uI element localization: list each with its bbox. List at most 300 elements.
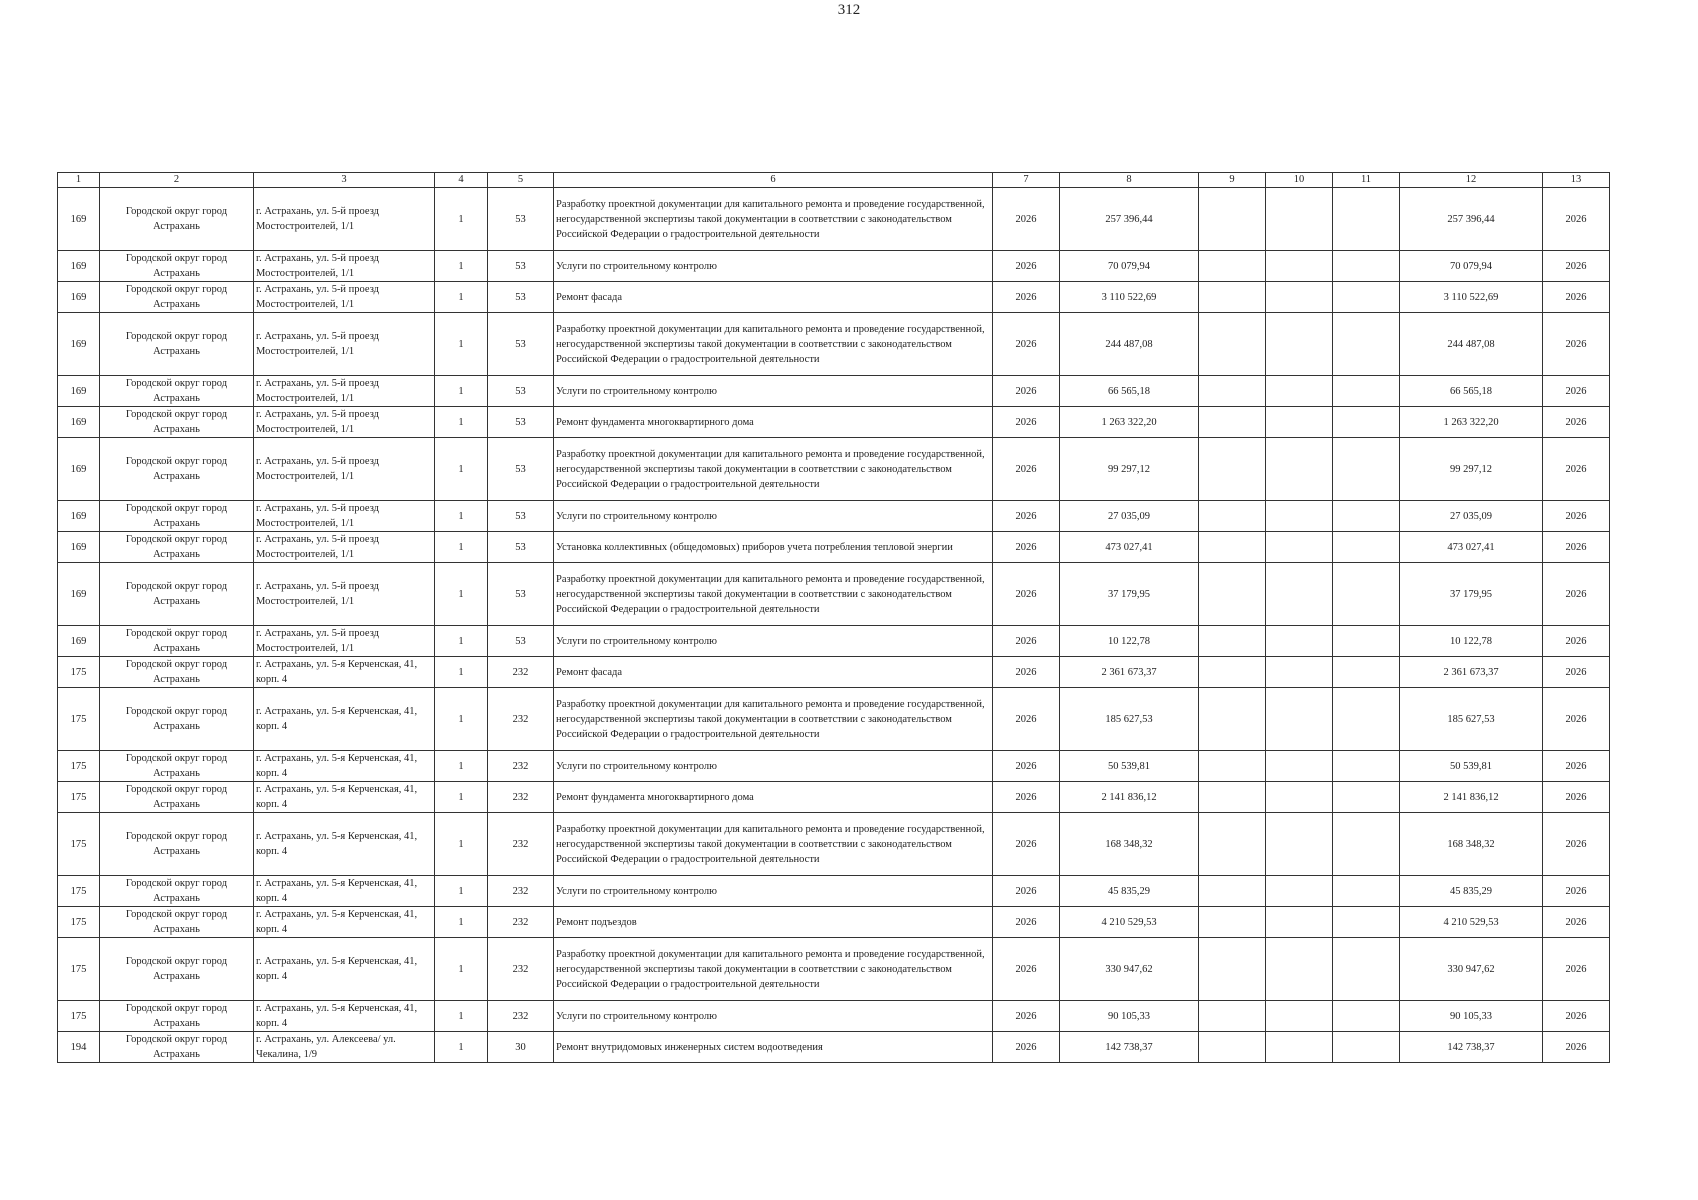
cell-year: 2026: [993, 313, 1060, 376]
cell-work-type: Ремонт фасада: [554, 282, 993, 313]
cell-address: г. Астрахань, ул. 5-й проезд Мостостроителей, 1/1: [254, 438, 435, 501]
cell-col9: [1199, 376, 1266, 407]
cell-year: 2026: [993, 782, 1060, 813]
cell-number: 175: [58, 813, 100, 876]
cell-municipality: Городской округ город Астрахань: [100, 532, 254, 563]
cell-work-type: Разработку проектной документации для капитального ремонта и проведение государственной, негосударственной экспертизы такой документации в соответствии с законодательством Российской Федерации о градостроительной деятельности: [554, 688, 993, 751]
cell-work-type: Услуги по строительному контролю: [554, 876, 993, 907]
cell-municipality: Городской округ город Астрахань: [100, 751, 254, 782]
cell-col10: [1266, 751, 1333, 782]
cell-number: 169: [58, 251, 100, 282]
cell-col5: 53: [488, 251, 554, 282]
cell-cost: 168 348,32: [1060, 813, 1199, 876]
cell-year-end: 2026: [1543, 938, 1610, 1001]
cell-work-type: Разработку проектной документации для капитального ремонта и проведение государственной, негосударственной экспертизы такой документации в соответствии с законодательством Российской Федерации о градостроительной деятельности: [554, 938, 993, 1001]
cell-col4: 1: [435, 188, 488, 251]
cell-work-type: Услуги по строительному контролю: [554, 376, 993, 407]
cell-cost-total: 3 110 522,69: [1400, 282, 1543, 313]
table-row: [58, 876, 1610, 907]
cell-col10: [1266, 501, 1333, 532]
cell-address: г. Астрахань, ул. 5-я Керченская, 41, корп. 4: [254, 688, 435, 751]
cell-col11: [1333, 657, 1400, 688]
cell-col4: 1: [435, 407, 488, 438]
cell-col5: 232: [488, 751, 554, 782]
cell-work-type: Услуги по строительному контролю: [554, 501, 993, 532]
cell-col4: 1: [435, 907, 488, 938]
cell-year: 2026: [993, 1001, 1060, 1032]
cell-col11: [1333, 938, 1400, 1001]
cell-number: 175: [58, 688, 100, 751]
cell-municipality: Городской округ город Астрахань: [100, 313, 254, 376]
cell-col5: 53: [488, 532, 554, 563]
cell-address: г. Астрахань, ул. 5-й проезд Мостостроителей, 1/1: [254, 563, 435, 626]
table-row: [58, 1032, 1610, 1063]
cell-cost-total: 50 539,81: [1400, 751, 1543, 782]
table-row: [58, 751, 1610, 782]
cell-year: 2026: [993, 876, 1060, 907]
cell-col4: 1: [435, 813, 488, 876]
table-row: [58, 532, 1610, 563]
cell-year: 2026: [993, 626, 1060, 657]
cell-col5: 232: [488, 813, 554, 876]
cell-col9: [1199, 813, 1266, 876]
cell-cost: 3 110 522,69: [1060, 282, 1199, 313]
cell-year-end: 2026: [1543, 251, 1610, 282]
cell-cost: 4 210 529,53: [1060, 907, 1199, 938]
cell-cost-total: 330 947,62: [1400, 938, 1543, 1001]
cell-municipality: Городской округ город Астрахань: [100, 376, 254, 407]
cell-col5: 232: [488, 1001, 554, 1032]
cell-municipality: Городской округ город Астрахань: [100, 813, 254, 876]
cell-col11: [1333, 251, 1400, 282]
cell-col4: 1: [435, 1001, 488, 1032]
cell-municipality: Городской округ город Астрахань: [100, 626, 254, 657]
cell-number: 175: [58, 876, 100, 907]
table-row: [58, 188, 1610, 251]
cell-col10: [1266, 657, 1333, 688]
header-col-8: 8: [1060, 173, 1199, 188]
table-row: [58, 251, 1610, 282]
cell-address: г. Астрахань, ул. 5-й проезд Мостостроителей, 1/1: [254, 626, 435, 657]
cell-col5: 53: [488, 626, 554, 657]
cell-year: 2026: [993, 532, 1060, 563]
cell-address: г. Астрахань, ул. 5-я Керченская, 41, корп. 4: [254, 876, 435, 907]
cell-col4: 1: [435, 688, 488, 751]
cell-col5: 53: [488, 501, 554, 532]
cell-work-type: Услуги по строительному контролю: [554, 751, 993, 782]
cell-cost-total: 27 035,09: [1400, 501, 1543, 532]
cell-col4: 1: [435, 376, 488, 407]
cell-col5: 53: [488, 376, 554, 407]
cell-cost: 99 297,12: [1060, 438, 1199, 501]
cell-cost: 27 035,09: [1060, 501, 1199, 532]
cell-col10: [1266, 376, 1333, 407]
cell-col11: [1333, 813, 1400, 876]
header-col-13: 13: [1543, 173, 1610, 188]
cell-col11: [1333, 188, 1400, 251]
cell-col9: [1199, 1001, 1266, 1032]
cell-col9: [1199, 532, 1266, 563]
cell-number: 169: [58, 313, 100, 376]
cell-col5: 53: [488, 438, 554, 501]
cell-address: г. Астрахань, ул. 5-я Керченская, 41, корп. 4: [254, 657, 435, 688]
cell-year: 2026: [993, 376, 1060, 407]
cell-address: г. Астрахань, ул. 5-я Керченская, 41, корп. 4: [254, 751, 435, 782]
cell-col4: 1: [435, 1032, 488, 1063]
cell-cost: 37 179,95: [1060, 563, 1199, 626]
cell-col10: [1266, 532, 1333, 563]
cell-col9: [1199, 688, 1266, 751]
cell-col11: [1333, 501, 1400, 532]
cell-address: г. Астрахань, ул. 5-я Керченская, 41, корп. 4: [254, 782, 435, 813]
cell-cost: 1 263 322,20: [1060, 407, 1199, 438]
cell-cost-total: 473 027,41: [1400, 532, 1543, 563]
cell-cost-total: 168 348,32: [1400, 813, 1543, 876]
cell-municipality: Городской округ город Астрахань: [100, 407, 254, 438]
cell-col4: 1: [435, 313, 488, 376]
header-col-10: 10: [1266, 173, 1333, 188]
cell-col10: [1266, 876, 1333, 907]
cell-year: 2026: [993, 501, 1060, 532]
cell-col9: [1199, 938, 1266, 1001]
cell-col4: 1: [435, 782, 488, 813]
cell-col10: [1266, 688, 1333, 751]
cell-municipality: Городской округ город Астрахань: [100, 563, 254, 626]
cell-year-end: 2026: [1543, 563, 1610, 626]
cell-col10: [1266, 782, 1333, 813]
cell-cost-total: 2 361 673,37: [1400, 657, 1543, 688]
cell-number: 169: [58, 282, 100, 313]
table-row: [58, 282, 1610, 313]
table-row: [58, 1001, 1610, 1032]
cell-work-type: Ремонт внутридомовых инженерных систем водоотведения: [554, 1032, 993, 1063]
cell-cost: 2 361 673,37: [1060, 657, 1199, 688]
table-row: [58, 626, 1610, 657]
cell-col10: [1266, 563, 1333, 626]
cell-year-end: 2026: [1543, 1001, 1610, 1032]
cell-col9: [1199, 188, 1266, 251]
cell-col9: [1199, 751, 1266, 782]
cell-col11: [1333, 532, 1400, 563]
cell-year: 2026: [993, 251, 1060, 282]
cell-cost: 45 835,29: [1060, 876, 1199, 907]
cell-address: г. Астрахань, ул. 5-я Керченская, 41, корп. 4: [254, 907, 435, 938]
cell-work-type: Разработку проектной документации для капитального ремонта и проведение государственной, негосударственной экспертизы такой документации в соответствии с законодательством Российской Федерации о градостроительной деятельности: [554, 813, 993, 876]
cell-address: г. Астрахань, ул. 5-й проезд Мостостроителей, 1/1: [254, 251, 435, 282]
cell-work-type: Ремонт фасада: [554, 657, 993, 688]
cell-col11: [1333, 1032, 1400, 1063]
cell-year: 2026: [993, 438, 1060, 501]
cell-year-end: 2026: [1543, 376, 1610, 407]
cell-work-type: Услуги по строительному контролю: [554, 1001, 993, 1032]
cell-municipality: Городской округ город Астрахань: [100, 657, 254, 688]
cell-col4: 1: [435, 532, 488, 563]
cell-address: г. Астрахань, ул. 5-я Керченская, 41, корп. 4: [254, 1001, 435, 1032]
cell-col4: 1: [435, 626, 488, 657]
header-col-4: 4: [435, 173, 488, 188]
cell-col11: [1333, 782, 1400, 813]
cell-year: 2026: [993, 751, 1060, 782]
cell-cost: 330 947,62: [1060, 938, 1199, 1001]
table-row: [58, 376, 1610, 407]
cell-col11: [1333, 376, 1400, 407]
cell-col11: [1333, 876, 1400, 907]
cell-cost-total: 257 396,44: [1400, 188, 1543, 251]
header-col-7: 7: [993, 173, 1060, 188]
cell-number: 194: [58, 1032, 100, 1063]
cell-cost: 50 539,81: [1060, 751, 1199, 782]
cell-col11: [1333, 688, 1400, 751]
cell-year-end: 2026: [1543, 751, 1610, 782]
table-row: [58, 688, 1610, 751]
cell-year: 2026: [993, 907, 1060, 938]
cell-number: 169: [58, 501, 100, 532]
cell-municipality: Городской округ город Астрахань: [100, 251, 254, 282]
cell-address: г. Астрахань, ул. 5-й проезд Мостостроителей, 1/1: [254, 282, 435, 313]
cell-col10: [1266, 407, 1333, 438]
cell-cost: 2 141 836,12: [1060, 782, 1199, 813]
cell-work-type: Установка коллективных (общедомовых) приборов учета потребления тепловой энергии: [554, 532, 993, 563]
table-row: [58, 782, 1610, 813]
cell-col5: 232: [488, 657, 554, 688]
cell-address: г. Астрахань, ул. 5-й проезд Мостостроителей, 1/1: [254, 313, 435, 376]
cell-col9: [1199, 1032, 1266, 1063]
cell-col9: [1199, 876, 1266, 907]
cell-col10: [1266, 1001, 1333, 1032]
table-row: [58, 657, 1610, 688]
cell-year-end: 2026: [1543, 532, 1610, 563]
table-row: [58, 938, 1610, 1001]
cell-cost: 473 027,41: [1060, 532, 1199, 563]
cell-cost-total: 185 627,53: [1400, 688, 1543, 751]
cell-cost-total: 4 210 529,53: [1400, 907, 1543, 938]
cell-col10: [1266, 907, 1333, 938]
cell-cost: 10 122,78: [1060, 626, 1199, 657]
cell-municipality: Городской округ город Астрахань: [100, 907, 254, 938]
cell-col4: 1: [435, 751, 488, 782]
cell-col4: 1: [435, 251, 488, 282]
cell-cost-total: 244 487,08: [1400, 313, 1543, 376]
cell-work-type: Разработку проектной документации для капитального ремонта и проведение государственной, негосударственной экспертизы такой документации в соответствии с законодательством Российской Федерации о градостроительной деятельности: [554, 438, 993, 501]
cell-cost-total: 99 297,12: [1400, 438, 1543, 501]
cell-year: 2026: [993, 938, 1060, 1001]
cell-cost: 66 565,18: [1060, 376, 1199, 407]
cell-year-end: 2026: [1543, 282, 1610, 313]
cell-col9: [1199, 313, 1266, 376]
cell-cost-total: 142 738,37: [1400, 1032, 1543, 1063]
cell-col9: [1199, 907, 1266, 938]
cell-cost-total: 2 141 836,12: [1400, 782, 1543, 813]
cell-address: г. Астрахань, ул. 5-й проезд Мостостроителей, 1/1: [254, 188, 435, 251]
cell-col10: [1266, 188, 1333, 251]
cell-work-type: Ремонт фундамента многоквартирного дома: [554, 782, 993, 813]
cell-col11: [1333, 1001, 1400, 1032]
cell-address: г. Астрахань, ул. 5-й проезд Мостостроителей, 1/1: [254, 532, 435, 563]
cell-municipality: Городской округ город Астрахань: [100, 188, 254, 251]
cell-col4: 1: [435, 501, 488, 532]
cell-col10: [1266, 626, 1333, 657]
table-row: [58, 813, 1610, 876]
cell-address: г. Астрахань, ул. 5-я Керченская, 41, корп. 4: [254, 813, 435, 876]
cell-col9: [1199, 407, 1266, 438]
cell-year-end: 2026: [1543, 407, 1610, 438]
cell-year-end: 2026: [1543, 313, 1610, 376]
cell-municipality: Городской округ город Астрахань: [100, 688, 254, 751]
cell-col10: [1266, 1032, 1333, 1063]
cell-number: 175: [58, 1001, 100, 1032]
cell-year: 2026: [993, 657, 1060, 688]
table-row: [58, 907, 1610, 938]
header-col-11: 11: [1333, 173, 1400, 188]
cell-year-end: 2026: [1543, 688, 1610, 751]
table-row: [58, 501, 1610, 532]
cell-col10: [1266, 313, 1333, 376]
cell-cost-total: 45 835,29: [1400, 876, 1543, 907]
cell-year-end: 2026: [1543, 501, 1610, 532]
cell-col4: 1: [435, 938, 488, 1001]
cell-col5: 53: [488, 188, 554, 251]
cell-municipality: Городской округ город Астрахань: [100, 501, 254, 532]
cell-number: 169: [58, 626, 100, 657]
cell-year: 2026: [993, 407, 1060, 438]
cell-cost-total: 37 179,95: [1400, 563, 1543, 626]
cell-number: 169: [58, 376, 100, 407]
cell-col5: 53: [488, 313, 554, 376]
cell-cost: 70 079,94: [1060, 251, 1199, 282]
cell-col11: [1333, 626, 1400, 657]
cell-col5: 232: [488, 876, 554, 907]
cell-col9: [1199, 657, 1266, 688]
cell-municipality: Городской округ город Астрахань: [100, 1001, 254, 1032]
cell-work-type: Услуги по строительному контролю: [554, 626, 993, 657]
cell-number: 169: [58, 407, 100, 438]
header-col-1: 1: [58, 173, 100, 188]
cell-address: г. Астрахань, ул. 5-я Керченская, 41, корп. 4: [254, 938, 435, 1001]
cell-year-end: 2026: [1543, 438, 1610, 501]
cell-work-type: Разработку проектной документации для капитального ремонта и проведение государственной, негосударственной экспертизы такой документации в соответствии с законодательством Российской Федерации о градостроительной деятельности: [554, 563, 993, 626]
cell-col11: [1333, 751, 1400, 782]
cell-number: 169: [58, 438, 100, 501]
cell-year: 2026: [993, 563, 1060, 626]
cell-col4: 1: [435, 876, 488, 907]
cell-year: 2026: [993, 688, 1060, 751]
cell-col9: [1199, 438, 1266, 501]
cell-work-type: Разработку проектной документации для капитального ремонта и проведение государственной, негосударственной экспертизы такой документации в соответствии с законодательством Российской Федерации о градостроительной деятельности: [554, 313, 993, 376]
table-body: [58, 188, 1610, 1063]
cell-year-end: 2026: [1543, 782, 1610, 813]
cell-address: г. Астрахань, ул. Алексеева/ ул. Чекалина, 1/9: [254, 1032, 435, 1063]
cell-cost: 90 105,33: [1060, 1001, 1199, 1032]
cell-municipality: Городской округ город Астрахань: [100, 282, 254, 313]
table-row: [58, 563, 1610, 626]
cell-col9: [1199, 251, 1266, 282]
header-col-6: 6: [554, 173, 993, 188]
cell-col9: [1199, 782, 1266, 813]
cell-col10: [1266, 282, 1333, 313]
cell-number: 175: [58, 907, 100, 938]
cell-col9: [1199, 563, 1266, 626]
cell-col10: [1266, 438, 1333, 501]
cell-number: 169: [58, 563, 100, 626]
cell-number: 175: [58, 751, 100, 782]
cell-cost: 257 396,44: [1060, 188, 1199, 251]
cell-col5: 53: [488, 563, 554, 626]
cell-cost: 244 487,08: [1060, 313, 1199, 376]
cell-work-type: Ремонт фундамента многоквартирного дома: [554, 407, 993, 438]
cell-year-end: 2026: [1543, 657, 1610, 688]
cell-col9: [1199, 626, 1266, 657]
cell-work-type: Разработку проектной документации для капитального ремонта и проведение государственной, негосударственной экспертизы такой документации в соответствии с законодательством Российской Федерации о градостроительной деятельности: [554, 188, 993, 251]
cell-col4: 1: [435, 563, 488, 626]
cell-col11: [1333, 313, 1400, 376]
cell-year: 2026: [993, 813, 1060, 876]
cell-col4: 1: [435, 438, 488, 501]
cell-number: 175: [58, 938, 100, 1001]
cell-col9: [1199, 501, 1266, 532]
cell-work-type: Ремонт подъездов: [554, 907, 993, 938]
cell-address: г. Астрахань, ул. 5-й проезд Мостостроителей, 1/1: [254, 501, 435, 532]
cell-col4: 1: [435, 282, 488, 313]
table-row: [58, 313, 1610, 376]
cell-col10: [1266, 813, 1333, 876]
cell-cost-total: 70 079,94: [1400, 251, 1543, 282]
cell-col10: [1266, 938, 1333, 1001]
cell-year-end: 2026: [1543, 813, 1610, 876]
cell-col11: [1333, 438, 1400, 501]
cell-cost-total: 10 122,78: [1400, 626, 1543, 657]
cell-col11: [1333, 407, 1400, 438]
cell-year-end: 2026: [1543, 907, 1610, 938]
cell-municipality: Городской округ город Астрахань: [100, 1032, 254, 1063]
cell-col5: 232: [488, 688, 554, 751]
cell-col5: 232: [488, 907, 554, 938]
cell-year-end: 2026: [1543, 188, 1610, 251]
cell-year-end: 2026: [1543, 1032, 1610, 1063]
cell-col5: 232: [488, 938, 554, 1001]
cell-year-end: 2026: [1543, 626, 1610, 657]
cell-col5: 232: [488, 782, 554, 813]
cell-col11: [1333, 563, 1400, 626]
cell-cost-total: 1 263 322,20: [1400, 407, 1543, 438]
cell-col11: [1333, 282, 1400, 313]
cell-municipality: Городской округ город Астрахань: [100, 938, 254, 1001]
cell-col5: 53: [488, 407, 554, 438]
cell-municipality: Городской округ город Астрахань: [100, 438, 254, 501]
cell-col5: 30: [488, 1032, 554, 1063]
header-col-2: 2: [100, 173, 254, 188]
cell-year: 2026: [993, 188, 1060, 251]
cell-cost: 185 627,53: [1060, 688, 1199, 751]
cell-number: 169: [58, 188, 100, 251]
cell-address: г. Астрахань, ул. 5-й проезд Мостостроителей, 1/1: [254, 376, 435, 407]
table-row: [58, 407, 1610, 438]
cell-col9: [1199, 282, 1266, 313]
cell-year-end: 2026: [1543, 876, 1610, 907]
cell-col5: 53: [488, 282, 554, 313]
cell-number: 175: [58, 657, 100, 688]
cell-municipality: Городской округ город Астрахань: [100, 876, 254, 907]
cell-number: 169: [58, 532, 100, 563]
header-row: [58, 173, 1610, 188]
header-col-9: 9: [1199, 173, 1266, 188]
capital-repair-table: [57, 172, 1610, 1063]
cell-col4: 1: [435, 657, 488, 688]
cell-number: 175: [58, 782, 100, 813]
header-col-3: 3: [254, 173, 435, 188]
cell-col10: [1266, 251, 1333, 282]
cell-year: 2026: [993, 1032, 1060, 1063]
cell-address: г. Астрахань, ул. 5-й проезд Мостостроителей, 1/1: [254, 407, 435, 438]
